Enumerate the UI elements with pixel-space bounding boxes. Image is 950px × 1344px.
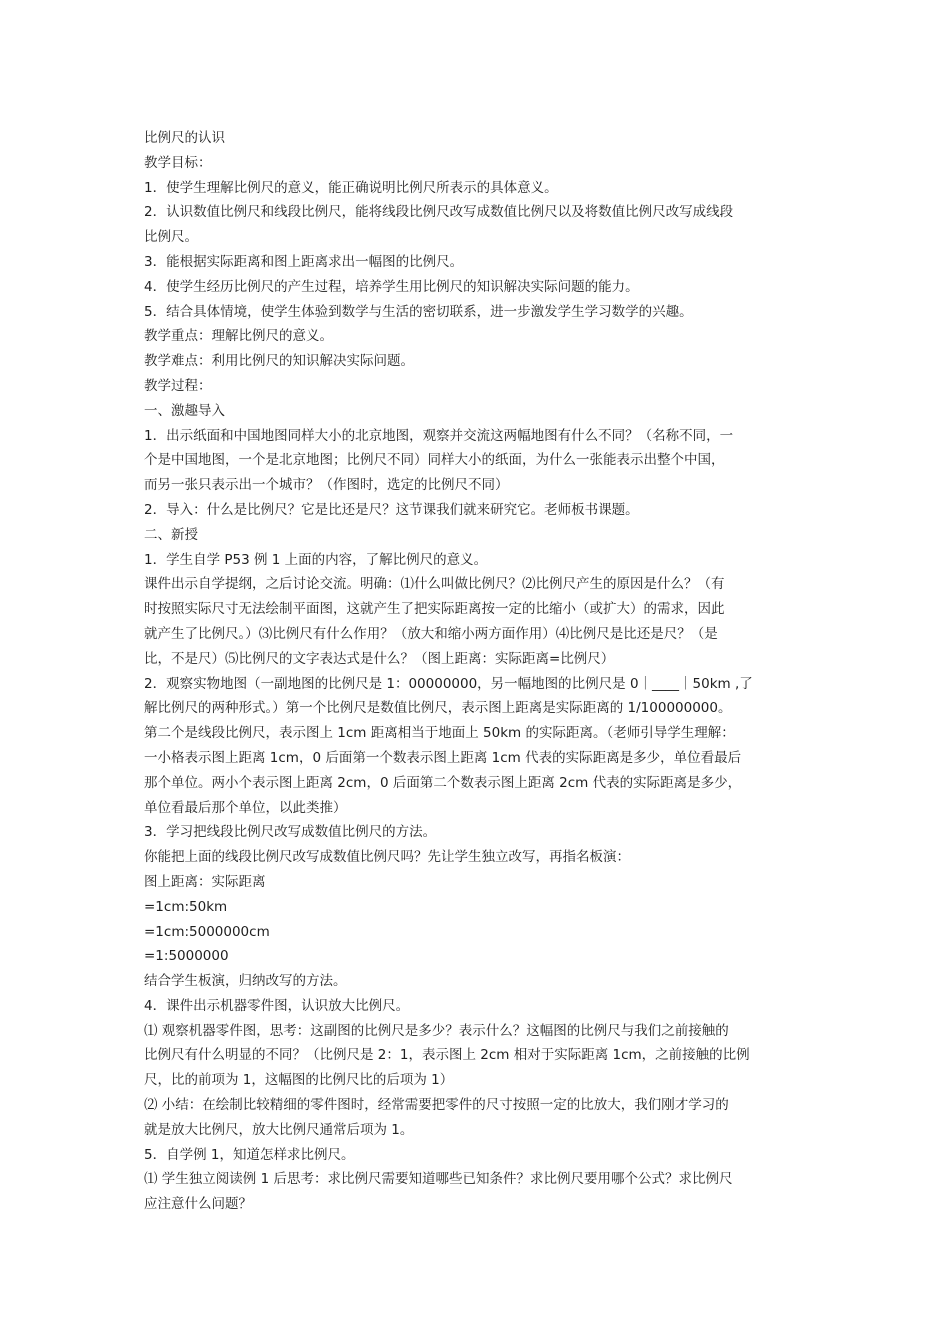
text-line: 1．出示纸面和中国地图同样大小的北京地图，观察并交流这两幅地图有什么不同？（名称不同，一 bbox=[144, 427, 734, 444]
text-line: =1cm:5000000cm bbox=[144, 923, 270, 940]
text-line: 1．学生自学 P53 例 1 上面的内容，了解比例尺的意义。 bbox=[144, 551, 488, 568]
text-line: 比，不是尺）⑸比例尺的文字表达式是什么？（图上距离：实际距离=比例尺） bbox=[144, 650, 615, 667]
text-line: 应注意什么问题？ bbox=[144, 1196, 252, 1213]
text-line: ⑴ 学生独立阅读例 1 后思考：求比例尺需要知道哪些已知条件？求比例尺要用哪个公式？求比例尺 bbox=[144, 1171, 733, 1188]
text-line: 而另一张只表示出一个城市？（作图时，选定的比例尺不同） bbox=[144, 477, 509, 494]
text-line: 比例尺的认识 bbox=[144, 130, 225, 146]
document-body bbox=[144, 126, 808, 1217]
text-line: 课件出示自学提纲，之后讨论交流。明确：⑴什么叫做比例尺？⑵比例尺产生的原因是什么？（有 bbox=[144, 576, 725, 593]
text-line: 解比例尺的两种形式。）第一个比例尺是数值比例尺，表示图上距离是实际距离的 1/100000000。 bbox=[144, 700, 732, 717]
text-line: 一、激趣导入 bbox=[144, 402, 225, 419]
text-line: 一小格表示图上距离 1cm，0 后面第一个数表示图上距离 1cm 代表的实际距离是多少，单位看最后 bbox=[144, 749, 742, 766]
text-line: 1．使学生理解比例尺的意义，能正确说明比例尺所表示的具体意义。 bbox=[144, 179, 558, 196]
text-line: 4．课件出示机器零件图，认识放大比例尺。 bbox=[144, 997, 410, 1014]
text-line: 2．认识数值比例尺和线段比例尺，能将线段比例尺改写成数值比例尺以及将数值比例尺改写成线段 bbox=[144, 204, 734, 221]
text-line: 就产生了比例尺。）⑶比例尺有什么作用？（放大和缩小两方面作用）⑷比例尺是比还是尺？（是 bbox=[144, 625, 718, 642]
text-line: 比例尺。 bbox=[144, 229, 198, 246]
text-line: =1:5000000 bbox=[144, 948, 229, 965]
text-line: 5．自学例 1，知道怎样求比例尺。 bbox=[144, 1146, 355, 1163]
text-line: 5．结合具体情境，使学生体验到数学与生活的密切联系，进一步激发学生学习数学的兴趣。 bbox=[144, 303, 693, 320]
text-line: 4．使学生经历比例尺的产生过程，培养学生用比例尺的知识解决实际问题的能力。 bbox=[144, 278, 639, 295]
text-line: 结合学生板演，归纳改写的方法。 bbox=[144, 973, 347, 990]
text-line: =1cm:50km bbox=[144, 898, 228, 915]
text-line: 教学过程： bbox=[144, 377, 212, 394]
text-line: 2．导入：什么是比例尺？它是比还是尺？这节课我们就来研究它。老师板书课题。 bbox=[144, 501, 639, 518]
text-line: 个是中国地图，一个是北京地图；比例尺不同）同样大小的纸面，为什么一张能表示出整个中国， bbox=[144, 452, 725, 469]
text-line: ⑴ 观察机器零件图，思考：这副图的比例尺是多少？表示什么？这幅图的比例尺与我们之前接触的 bbox=[144, 1022, 729, 1039]
text-line: 就是放大比例尺，放大比例尺通常后项为 1。 bbox=[144, 1121, 414, 1138]
text-line: 3．学习把线段比例尺改写成数值比例尺的方法。 bbox=[144, 824, 437, 841]
text-line: 3．能根据实际距离和图上距离求出一幅图的比例尺。 bbox=[144, 253, 464, 270]
text-line: 图上距离：实际距离 bbox=[144, 873, 266, 890]
text-line: 你能把上面的线段比例尺改写成数值比例尺吗？先让学生独立改写，再指名板演： bbox=[144, 849, 630, 866]
text-line: 教学目标： bbox=[144, 154, 212, 171]
text-line: 那个单位。两小个表示图上距离 2cm，0 后面第二个数表示图上距离 2cm 代表的实际距离是多少， bbox=[144, 774, 742, 791]
text-line: 教学难点：利用比例尺的知识解决实际问题。 bbox=[144, 353, 414, 370]
text-line: 比例尺有什么明显的不同？（比例尺是 2：1，表示图上 2cm 相对于实际距离 1cm，之前接触的比例 bbox=[144, 1047, 750, 1064]
text-line: ⑵ 小结：在绘制比较精细的零件图时，经常需要把零件的尺寸按照一定的比放大，我们刚才学习的 bbox=[144, 1097, 729, 1114]
text-line: 第二个是线段比例尺，表示图上 1cm 距离相当于地面上 50km 的实际距离。（老师引导学生理解： bbox=[144, 725, 735, 742]
text-line: 单位看最后那个单位，以此类推） bbox=[144, 799, 347, 816]
text-line: 时按照实际尺寸无法绘制平面图，这就产生了把实际距离按一定的比缩小（或扩大）的需求，因此 bbox=[144, 601, 725, 618]
text-line: 尺，比的前项为 1，这幅图的比例尺比的后项为 1） bbox=[144, 1072, 454, 1089]
text-line: 2．观察实物地图（一副地图的比例尺是 1：00000000，另一幅地图的比例尺是 0｜____｜50km ,了 bbox=[144, 675, 753, 692]
text-line: 教学重点：理解比例尺的意义。 bbox=[144, 328, 333, 345]
text-line: 二、新授 bbox=[144, 526, 198, 543]
